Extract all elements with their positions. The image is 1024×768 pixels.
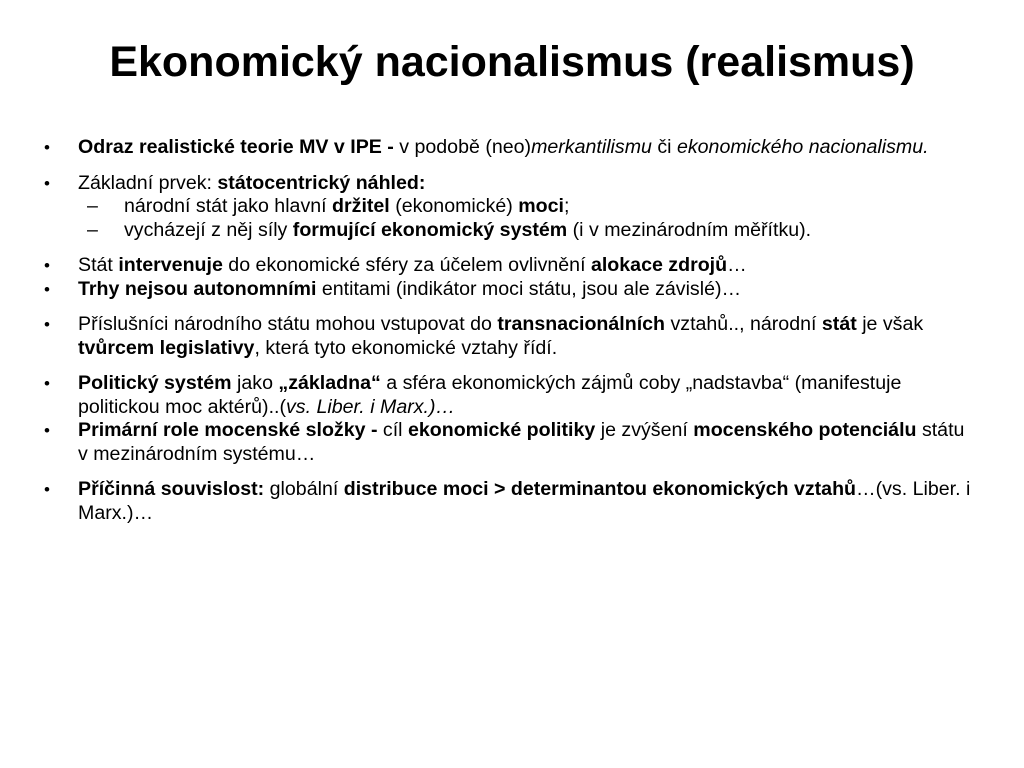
text-run: ; <box>563 195 570 217</box>
bullet-text <box>78 419 974 466</box>
emphasis: „základna“ <box>278 372 381 394</box>
bullet-marker: • <box>44 421 50 440</box>
text-run: entitami (indikátor moci státu, jsou ale závislé)… <box>316 277 742 300</box>
bullet-item <box>44 372 974 419</box>
bullet-marker: • <box>44 138 50 157</box>
text-run: cíl <box>382 419 408 441</box>
emphasis: Trhy nejsou autonomními <box>78 277 317 300</box>
bullet-text <box>78 313 974 360</box>
sub-bullet-text <box>124 219 974 243</box>
bullet-text <box>78 478 974 525</box>
bullet-marker: • <box>44 173 50 193</box>
dash-marker: – <box>87 218 98 241</box>
bullet-item <box>44 254 974 278</box>
text-run: vztahů.., národní <box>665 313 822 335</box>
bullet-text <box>78 172 974 196</box>
text-run: …(vs. Liber. i Marx.)… <box>78 478 971 524</box>
bullet-text <box>78 372 974 419</box>
bullet-item <box>44 313 974 360</box>
sub-bullet-text <box>124 195 974 219</box>
dash-marker: – <box>87 195 98 217</box>
sub-bullet-item <box>78 195 974 219</box>
bullet-marker: • <box>44 315 50 334</box>
emphasis: distribuce moci > determinantou ekonomických vztahů <box>343 478 857 500</box>
emphasis: Politický systém <box>78 372 232 394</box>
emphasis: státocentrický náhled: <box>217 171 426 194</box>
text-run: (ekonomické) <box>389 195 519 217</box>
text-run: … <box>727 254 747 276</box>
bullet-item <box>44 278 974 302</box>
italic-text: merkantilismu <box>531 136 652 158</box>
emphasis: moci <box>518 195 564 217</box>
emphasis: alokace zdrojů <box>590 254 728 276</box>
bullet-text <box>78 278 974 302</box>
italic-text: ekonomického nacionalismu. <box>676 136 929 158</box>
bullet-marker: • <box>44 374 50 393</box>
bullet-marker: • <box>44 480 50 499</box>
text-run: Příslušníci národního státu mohou vstupovat do <box>78 313 498 335</box>
sub-bullet-item <box>78 219 974 243</box>
emphasis: mocenského potenciálu <box>693 419 917 441</box>
text-run: (i v mezinárodním měřítku). <box>567 218 812 241</box>
emphasis: ekonomické politiky <box>407 419 596 441</box>
text-run: je však <box>856 313 924 335</box>
bullet-marker: • <box>44 279 50 299</box>
text-run: globální <box>264 478 344 500</box>
text-run: Stát <box>78 254 119 276</box>
text-run: , která tyto ekonomické vztahy řídí. <box>254 336 558 359</box>
bullet-item <box>44 136 974 160</box>
text-run: je zvýšení <box>595 419 694 441</box>
emphasis: Primární role mocenské složky - <box>78 419 383 441</box>
text-run: a sféra ekonomických zájmů coby „nadstavba“ (manifestuje politickou moc aktérů)..( <box>78 372 902 418</box>
slide-title: Ekonomický nacionalismus (realismus) <box>109 38 915 86</box>
emphasis: transnacionálních <box>497 313 666 335</box>
italic-text: vs. Liber. i Marx.)… <box>285 395 456 418</box>
text-run: národní stát jako hlavní <box>124 195 333 217</box>
bullet-item <box>44 478 974 525</box>
emphasis: Příčinná souvislost: <box>78 478 265 500</box>
emphasis: formující ekonomický systém <box>292 218 568 241</box>
emphasis: Odraz realistické teorie MV v IPE - <box>78 136 400 158</box>
text-run: v podobě (neo) <box>399 136 532 158</box>
bullet-marker: • <box>44 256 50 275</box>
bullet-item <box>44 419 974 466</box>
emphasis: držitel <box>332 195 390 217</box>
bullet-text <box>78 136 974 160</box>
bullet-item <box>44 172 974 196</box>
bullet-text <box>78 254 974 278</box>
emphasis: stát <box>821 313 857 335</box>
text-run: do ekonomické sféry za účelem ovlivnění <box>222 254 591 276</box>
emphasis: intervenuje <box>118 254 223 276</box>
text-run: jako <box>231 372 279 394</box>
slide-content <box>44 136 974 525</box>
text-run: vycházejí z něj síly <box>124 218 293 241</box>
text-run: Základní prvek: <box>78 171 218 194</box>
emphasis: tvůrcem legislativy <box>78 336 255 359</box>
text-run: státu v mezinárodním systému… <box>78 419 965 465</box>
text-run: či <box>651 136 677 158</box>
